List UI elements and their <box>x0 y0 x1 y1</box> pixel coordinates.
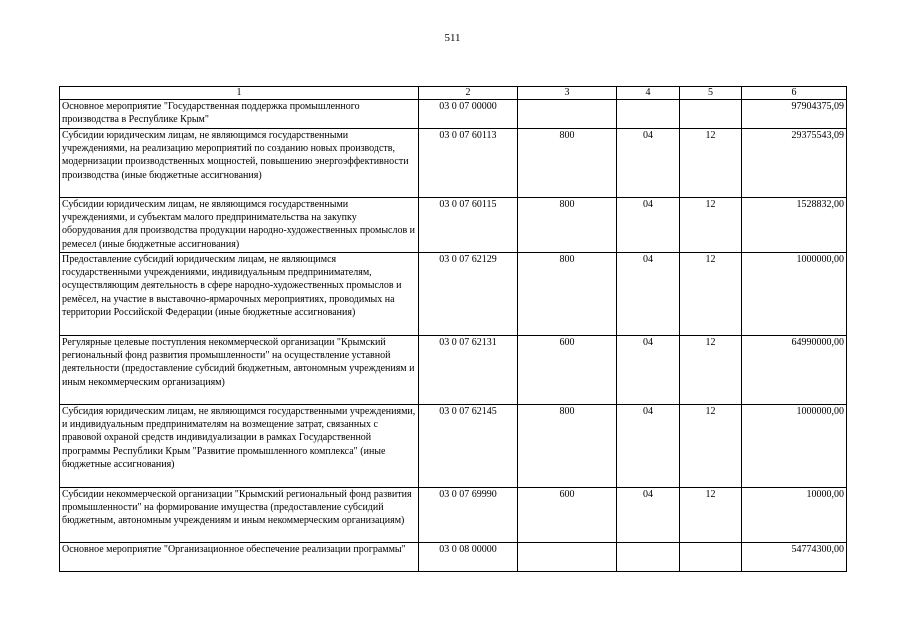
row-target-code: 03 0 07 62131 <box>419 336 518 405</box>
row-section: 04 <box>617 405 680 488</box>
table-row <box>60 405 847 488</box>
row-expense-type: 600 <box>518 488 617 543</box>
row-name: Основное мероприятие "Государственная поддержка промышленного производства в Республике Крым" <box>60 100 419 129</box>
row-subsection: 12 <box>680 253 742 336</box>
row-amount: 64990000,00 <box>742 336 847 405</box>
table-row <box>60 336 847 405</box>
row-section: 04 <box>617 488 680 543</box>
row-target-code: 03 0 07 69990 <box>419 488 518 543</box>
row-name: Субсидии некоммерческой организации "Крымский региональный фонд развития промышленности" на формирование имущества (предоставление субсидий бюджетным, автономным учреждениям и иным некоммерческим организациям) <box>60 488 419 543</box>
budget-table <box>59 86 847 572</box>
row-name: Регулярные целевые поступления некоммерческой организации "Крымский региональный фонд развития промышленности" на осуществление уставной деятельности (предоставление субсидий бюджетным, автономным учреждениям и иным некоммерческим организациям) <box>60 336 419 405</box>
row-section <box>617 543 680 572</box>
row-section <box>617 100 680 129</box>
table-header-row <box>60 87 847 100</box>
row-target-code: 03 0 07 60113 <box>419 129 518 198</box>
row-expense-type <box>518 100 617 129</box>
row-expense-type: 600 <box>518 336 617 405</box>
table-row <box>60 253 847 336</box>
row-subsection: 12 <box>680 488 742 543</box>
row-name: Субсидия юридическим лицам, не являющимся государственными учреждениями, и индивидуальным предпринимателям на возмещение затрат, связанных с правовой охраной средств индивидуализации в рамках Государственной программы Республики Крым "Развитие промышленного комплекса" (иные бюджетные ассигнования) <box>60 405 419 488</box>
page-number: 511 <box>444 32 461 44</box>
row-name: Субсидии юридическим лицам, не являющимся государственными учреждениями, на реализацию мероприятий по созданию новых производств, модернизации производственных мощностей, повышению энергоэффективности производства (иные бюджетные ассигнования) <box>60 129 419 198</box>
row-section: 04 <box>617 253 680 336</box>
row-name: Предоставление субсидий юридическим лицам, не являющимся государственными учреждениями, индивидуальным предпринимателям, осуществляющим деятельность в сфере народно-художественных промыслов и ремёсел, на участие в выставочно-ярмарочных мероприятиях, проводимых на территории Российской Федерации (иные бюджетные ассигнования) <box>60 253 419 336</box>
column-header: 1 <box>60 87 419 100</box>
row-expense-type: 800 <box>518 405 617 488</box>
row-section: 04 <box>617 198 680 253</box>
row-expense-type <box>518 543 617 572</box>
table-row <box>60 543 847 572</box>
row-subsection <box>680 100 742 129</box>
column-header: 6 <box>742 87 847 100</box>
row-subsection: 12 <box>680 129 742 198</box>
row-expense-type: 800 <box>518 129 617 198</box>
row-amount: 1000000,00 <box>742 405 847 488</box>
column-header: 3 <box>518 87 617 100</box>
row-name: Субсидии юридическим лицам, не являющимся государственными учреждениями, и субъектам малого предпринимательства на закупку оборудования для производства продукции народно-художественных промыслов и ремесел (иные бюджетные ассигнования) <box>60 198 419 253</box>
row-subsection <box>680 543 742 572</box>
row-subsection: 12 <box>680 198 742 253</box>
row-expense-type: 800 <box>518 253 617 336</box>
row-amount: 1528832,00 <box>742 198 847 253</box>
row-subsection: 12 <box>680 405 742 488</box>
row-amount: 97904375,09 <box>742 100 847 129</box>
row-target-code: 03 0 07 62129 <box>419 253 518 336</box>
row-target-code: 03 0 08 00000 <box>419 543 518 572</box>
row-expense-type: 800 <box>518 198 617 253</box>
row-target-code: 03 0 07 62145 <box>419 405 518 488</box>
column-header: 5 <box>680 87 742 100</box>
row-name: Основное мероприятие "Организационное обеспечение реализации программы" <box>60 543 419 572</box>
row-amount: 54774300,00 <box>742 543 847 572</box>
row-target-code: 03 0 07 60115 <box>419 198 518 253</box>
table-row <box>60 129 847 198</box>
column-header: 2 <box>419 87 518 100</box>
row-amount: 1000000,00 <box>742 253 847 336</box>
row-section: 04 <box>617 336 680 405</box>
table-row <box>60 100 847 129</box>
column-header: 4 <box>617 87 680 100</box>
row-subsection: 12 <box>680 336 742 405</box>
row-section: 04 <box>617 129 680 198</box>
table-row <box>60 198 847 253</box>
row-target-code: 03 0 07 00000 <box>419 100 518 129</box>
table-row <box>60 488 847 543</box>
row-amount: 10000,00 <box>742 488 847 543</box>
row-amount: 29375543,09 <box>742 129 847 198</box>
